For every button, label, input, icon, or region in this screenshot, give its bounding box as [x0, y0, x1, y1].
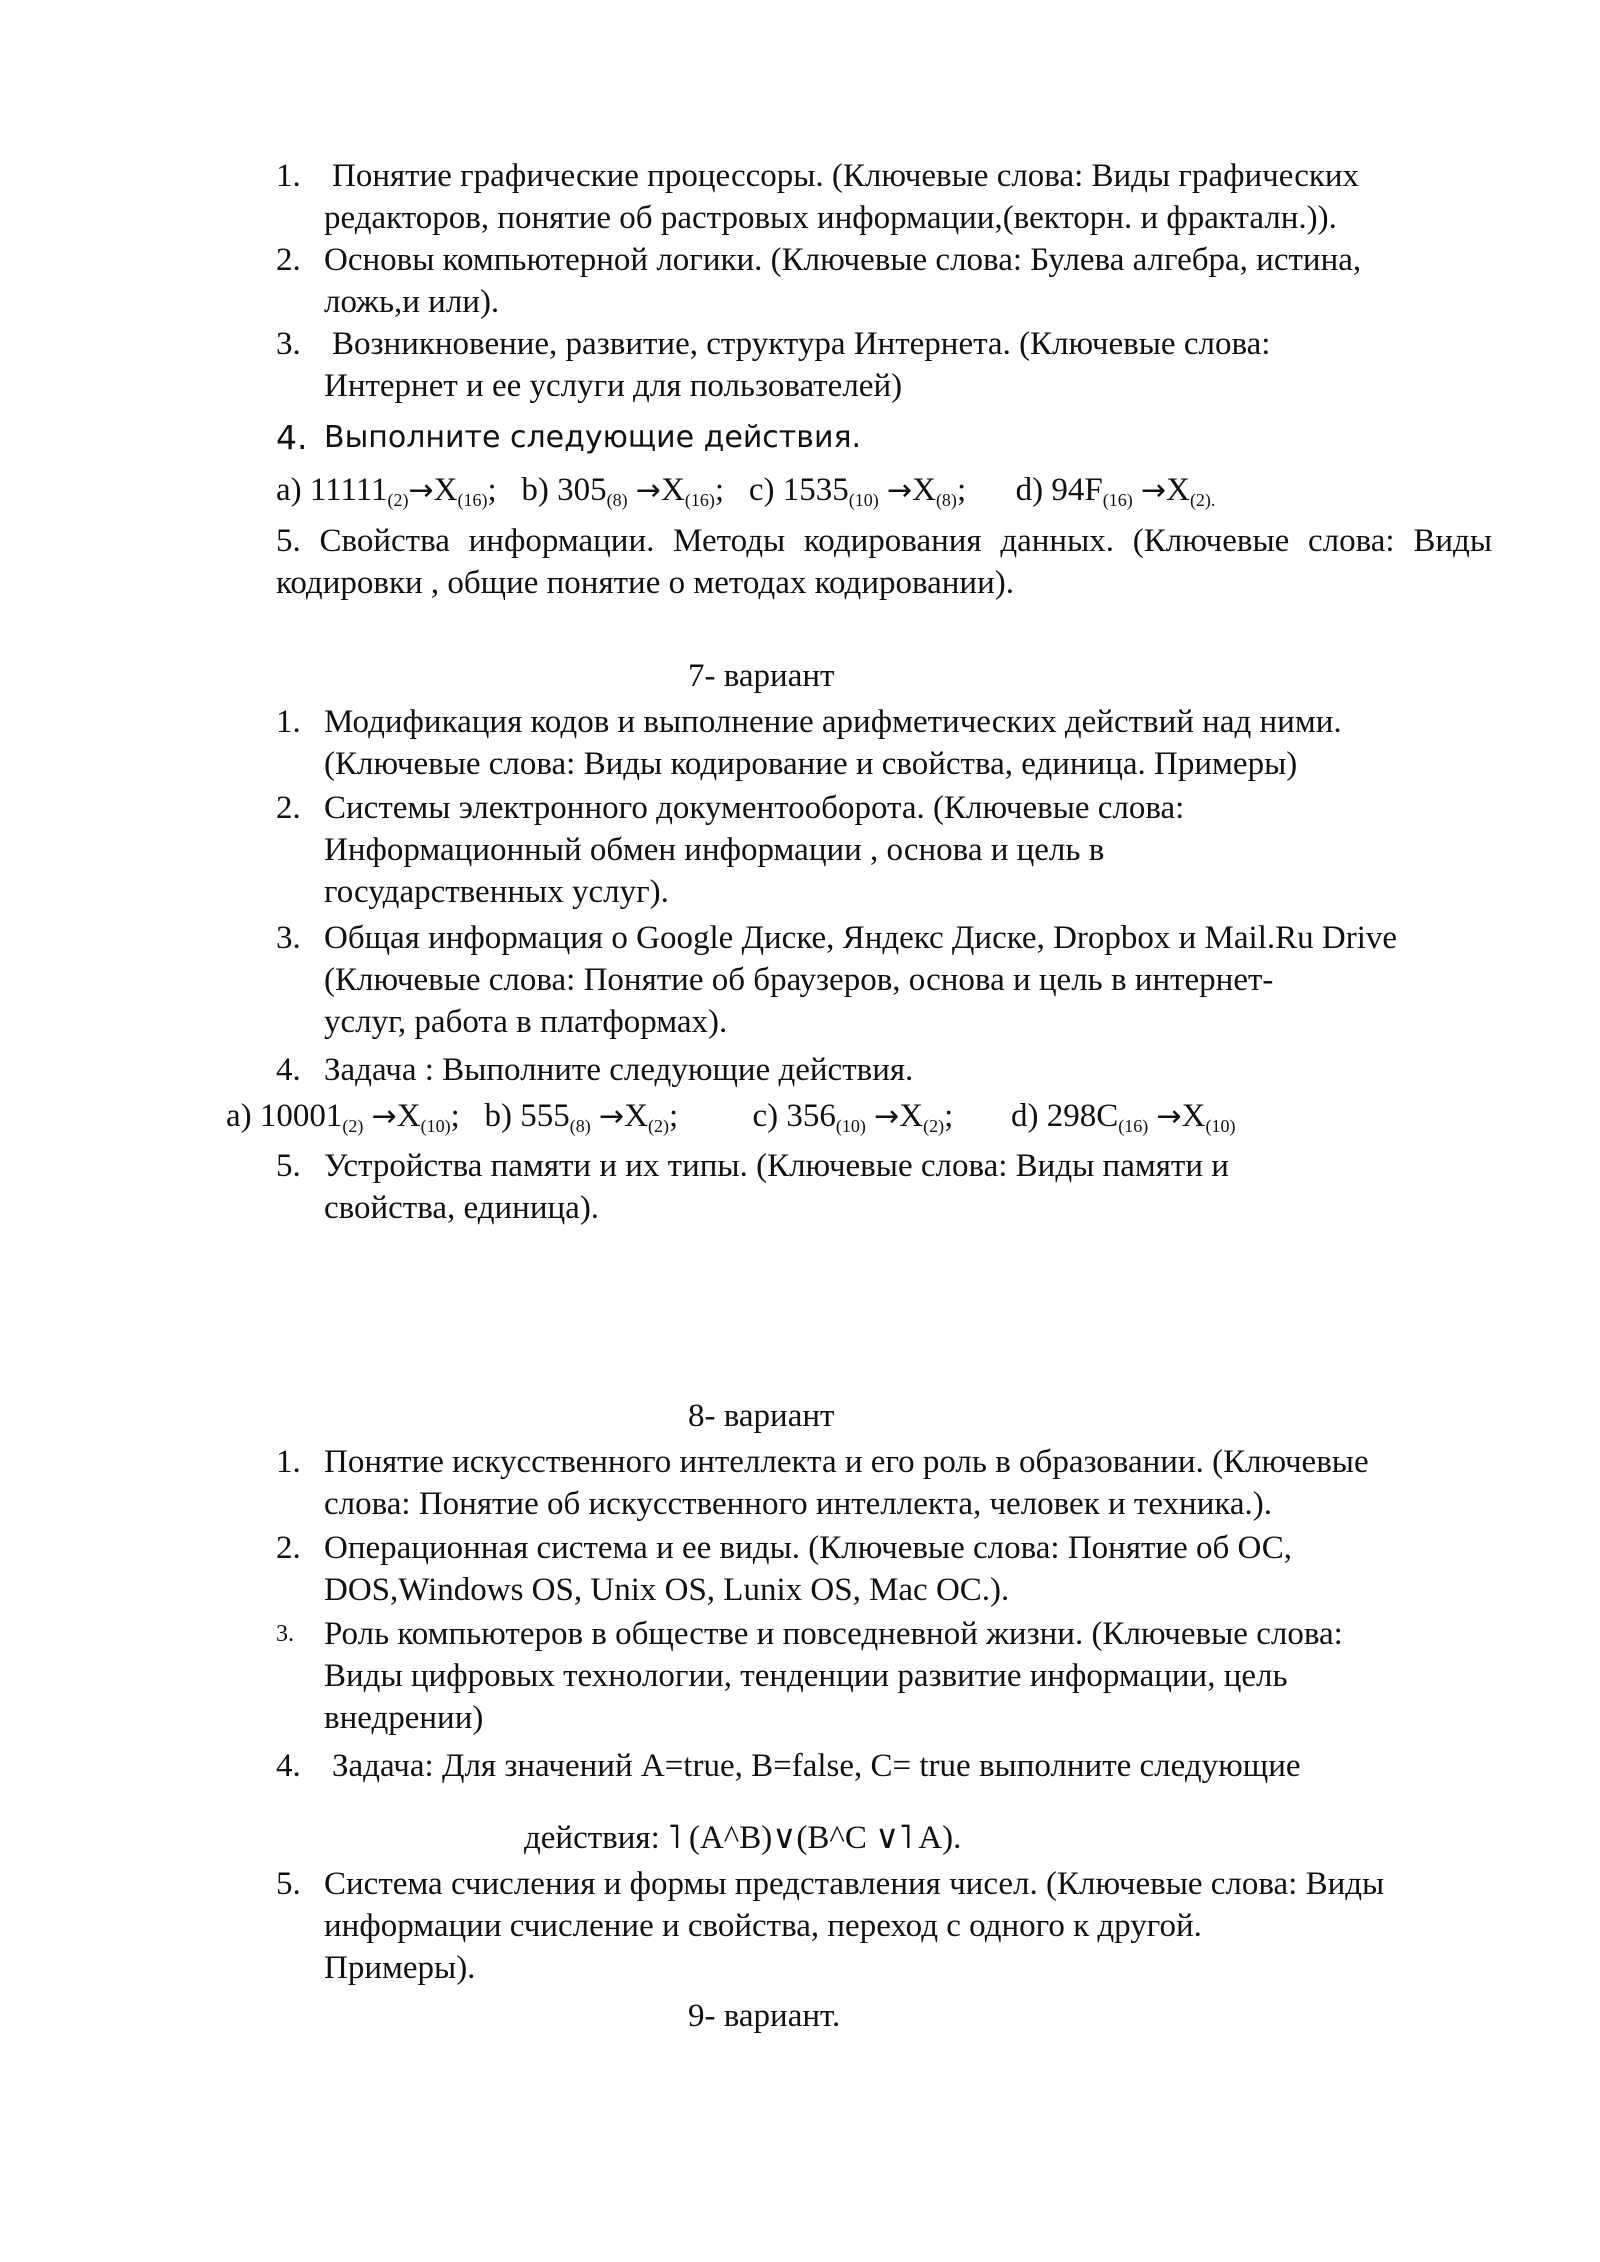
- list-item-text: Задача : Выполните следующие действия.: [324, 1052, 914, 1088]
- list-number: 2.: [276, 790, 301, 826]
- list-item-text: Примеры).: [324, 1950, 476, 1986]
- list-item-text: Задача: Для значений A=true, B=false, C= true выполните следующие: [332, 1748, 1301, 1784]
- list-item-text: информации счисление и свойства, переход с одного к другой.: [324, 1908, 1202, 1944]
- arrow-icon: →: [1140, 473, 1167, 508]
- variant-7-heading: 7- вариант: [688, 658, 835, 694]
- list-item-text: ложь,и или).: [324, 284, 500, 320]
- list-number: 1.: [276, 1444, 301, 1480]
- task-item: c) $1535_{(10)} \to X_{(8)}$;: [748, 472, 967, 510]
- list-item-text: Понятие искусственного интеллекта и его роль в образовании. (Ключевые: [324, 1444, 1369, 1480]
- task-item: c) $356_{(10)} \to X_{(2)}$;: [752, 1098, 954, 1136]
- list-number: 5.: [276, 1148, 301, 1184]
- variant-8-heading: 8- вариант: [688, 1398, 835, 1434]
- list-item-text: Информационный обмен информации , основа и цель в: [324, 832, 1105, 868]
- list-item-text: слова: Понятие об искусственного интеллекта, человек и техника.).: [324, 1486, 1273, 1522]
- list-number: 2.: [276, 1530, 301, 1566]
- arrow-icon: →: [599, 1099, 625, 1134]
- task-item: a) $11111_{(2)}\to X_{(16)}$;: [276, 472, 497, 510]
- list-item-text: Виды цифровых технологии, тенденции развитие информации, цель: [324, 1658, 1288, 1694]
- list-number: 5.: [276, 1866, 301, 1902]
- list-item-text: услуг, работа в платформах).: [324, 1004, 728, 1040]
- list-item-text: Основы компьютерной логики. (Ключевые слова: Булева алгебра, истина,: [324, 242, 1362, 278]
- list-number: 3.: [276, 920, 301, 956]
- list-item-text: (Ключевые слова: Понятие об браузеров, основа и цель в интернет-: [324, 962, 1274, 998]
- list-item-text: Система счисления и формы представления чисел. (Ключевые слова: Виды: [324, 1866, 1385, 1902]
- variant-9-heading: 9- вариант.: [688, 1998, 841, 2034]
- list-item-text: Общая информация о Google Диске, Яндекс Диске, Dropbox и Mail.Ru Drive: [324, 920, 1398, 956]
- list-number: 4.: [276, 1748, 301, 1784]
- list-item-text: редакторов, понятие об растровых информации,(векторн. и фракталн.)).: [324, 200, 1337, 236]
- list-number: 3.: [276, 326, 301, 362]
- list-item-text: свойства, единица).: [324, 1190, 600, 1226]
- task-item: b) $305_{(8)} \to X_{(16)}$;: [521, 472, 725, 510]
- list-item-text: внедрении): [324, 1700, 484, 1736]
- list-item-text: Возникновение, развитие, структура Интернета. (Ключевые слова:: [332, 326, 1271, 362]
- task-item: d) $298C_{(16)} \to X_{(10)}$: [1011, 1098, 1236, 1136]
- list-item-text: государственных услуг).: [324, 874, 669, 910]
- list-number: 1.: [276, 158, 301, 194]
- list-item-text: Интернет и ее услуги для пользователей): [324, 368, 903, 404]
- list-item-text: Системы электронного документооборота. (Ключевые слова:: [324, 790, 1185, 826]
- list-item-text: 5. Свойства информации. Методы кодирования данных. (Ключевые слова: Виды кодировки , общие понятие о методах кодировании).: [276, 523, 1492, 601]
- list-item-text: Выполните следующие действия.: [324, 420, 862, 455]
- list-item-text: Устройства памяти и их типы. (Ключевые слова: Виды памяти и: [324, 1148, 1229, 1184]
- task-item: b) $555_{(8)} \to X_{(2)}$;: [484, 1098, 679, 1136]
- list-item-text: Понятие графические процессоры. (Ключевые слова: Виды графических: [332, 158, 1360, 194]
- list-item-text: DOS,Windows OS, Unix OS, Lunix OS, Mac OC.).: [324, 1572, 1010, 1608]
- list-number: 3.: [276, 1621, 294, 1647]
- arrow-icon: →: [874, 1099, 900, 1134]
- list-item-text: (Ключевые слова: Виды кодирование и свойства, единица. Примеры): [324, 746, 1298, 782]
- task-item: d) $94F_{(16)} \to X_{(2).}$: [1015, 472, 1216, 510]
- conversion-task: [276, 470, 1215, 520]
- arrow-icon: →: [886, 473, 913, 508]
- arrow-icon: →: [635, 473, 662, 508]
- list-number: 1.: [276, 704, 301, 740]
- list-item-text: Роль компьютеров в обществе и повседневной жизни. (Ключевые слова:: [324, 1616, 1343, 1652]
- arrow-icon: →: [371, 1099, 397, 1134]
- list-item-text: Модификация кодов и выполнение арифметических действий над ними.: [324, 704, 1342, 740]
- list-number: 4.: [276, 418, 308, 457]
- list-number: 2.: [276, 242, 301, 278]
- logic-task: действия: ˥ (A^B)∨(B^C ∨˥ A).: [524, 1820, 962, 1856]
- arrow-icon: →: [408, 473, 434, 508]
- list-item-text: Операционная система и ее виды. (Ключевые слова: Понятие об ОС,: [324, 1530, 1293, 1566]
- list-number: 4.: [276, 1052, 301, 1088]
- conversion-task: [226, 1096, 1235, 1146]
- task-item: a) $10001_{(2)} \to X_{(10)}$;: [226, 1098, 460, 1136]
- arrow-icon: →: [1156, 1099, 1182, 1134]
